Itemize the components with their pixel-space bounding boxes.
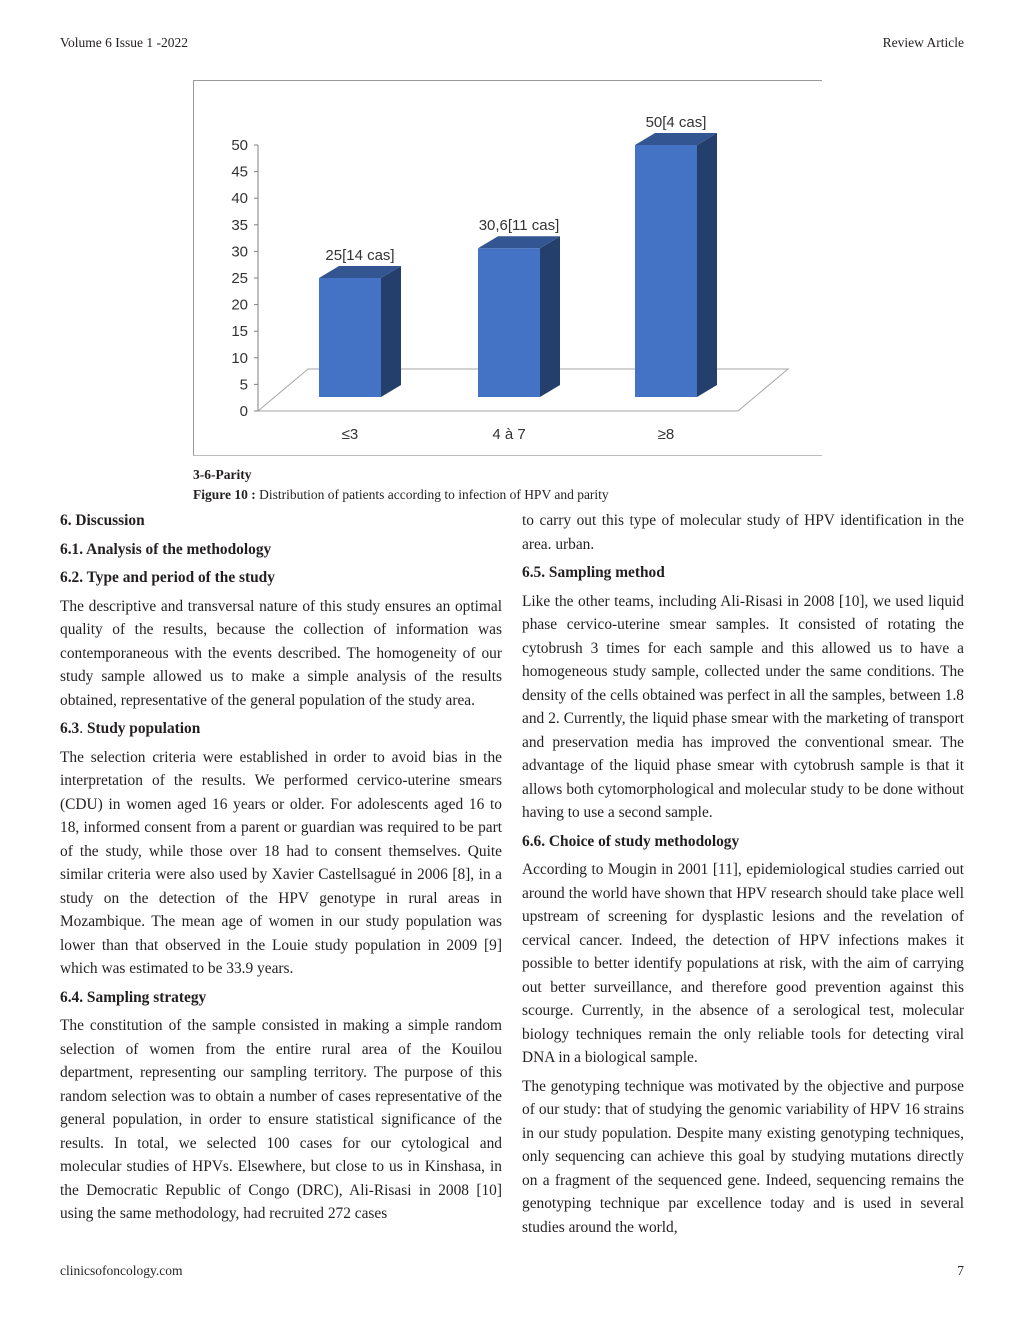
figure-10-chart xyxy=(193,80,822,456)
paragraph-sampling-strategy: The constitution of the sample consisted in making a simple random selection of women from the entire rural area of the Kouilou department, representing our sampling territory. The purpose of this random selection was to obtain a number of cases representative of the general population, in order to ensure statistical significance of the results. In total, we selected 100 cases for our cytological and molecular studies of HPVs. Elsewhere, but close to us in Kinshasa, in the Democratic Republic of Congo (DRC), Ali-Risasi in 2008 [10] using the same methodology, had recruited 272 cases xyxy=(60,1017,502,1222)
figure-sublabel: 3-6-Parity xyxy=(193,467,252,482)
figure-label: Figure 10 : xyxy=(193,487,256,502)
paragraph-continuation: to carry out this type of molecular study of HPV identification in the area. urban. xyxy=(522,512,964,553)
x-tick-label: ≥8 xyxy=(657,426,675,443)
bar-side xyxy=(697,133,717,397)
y-tick-label: 30 xyxy=(231,243,248,261)
heading-study-population xyxy=(60,717,502,741)
heading-sampling-strategy: 6.4. Sampling strategy xyxy=(60,988,207,1006)
heading-analysis-methodology: 6.1. Analysis of the methodology xyxy=(60,540,272,558)
y-tick-label: 25 xyxy=(231,270,248,287)
paragraph-study-population: The selection criteria were established in order to avoid bias in the interpretation of the results. We performed cervico-uterine smears (CDU) in women aged 16 years or older. For adolescents aged 16 to 18, informed consent from a parent or guardian was required to be part of the study, while those over 18 had to consent themselves. Quite similar criteria were also used by Xavier Castellsagué in 2006 [8], in a study on the detection of the HPV genotype in rural areas in Mozambique. The mean age of women in our study population was lower than that observed in the Louie study population in 2009 [9] which was estimated to be 33.9 years. xyxy=(60,748,502,977)
page-number: 7 xyxy=(957,1263,964,1278)
y-tick-label: 5 xyxy=(239,376,248,394)
right-column xyxy=(522,509,964,1244)
y-tick-label: 15 xyxy=(231,323,248,341)
bar xyxy=(478,248,540,397)
heading-type-period: 6.2. Type and period of the study xyxy=(60,569,275,586)
paragraph-genotyping: The genotyping technique was motivated by the objective and purpose of our study: that of studying the genomic variability of HPV 16 strains in our study population. Despite many existing genotyping techniques, only sequencing can achieve this goal by studying mutations directly on a fragment of the sequenced gene. Indeed, sequencing remains the genotyping technique par excellence today and is used in several studies around the world, xyxy=(522,1077,964,1236)
bar xyxy=(319,278,381,397)
heading-study-population-separator: . xyxy=(79,720,87,737)
paragraph-choice-methodology: According to Mougin in 2001 [11], epidemiological studies carried out around the world have shown that HPV research should take place well upstream of screening for dysplastic lesions and the revelation of cervical cancer. Indeed, the detection of HPV infections makes it possible to better identify populations at risk, with the aim of carrying out better surveillance, and therefore good prevention against this scourge. Currently, in the absence of a serological test, molecular biology techniques remain the only reliable tools for detecting viral DNA in a biological sample. xyxy=(522,861,964,1066)
heading-discussion: 6. Discussion xyxy=(60,512,145,529)
journal-volume: Volume 6 Issue 1 -2022 xyxy=(60,35,188,50)
paragraph-sampling-method: Like the other teams, including Ali-Risasi in 2008 [10], we used liquid phase cervico-uterine smear samples. It consisted of rotating the cytobrush 3 times for each sample and this allowed us to have a homogeneous study sample, collected under the same conditions. The density of the cells obtained was perfect in all the samples, between 1.8 and 2. Currently, the liquid phase smear with the marketing of transport and preservation media has improved the conventional smear. The advantage of the liquid phase smear with cytobrush sample is that it allows both cytomorphological and molecular study to be done without having to use a second sample. xyxy=(522,592,964,821)
article-type: Review Article xyxy=(882,35,964,50)
y-tick-label: 0 xyxy=(239,403,248,420)
data-label: 25[14 cas] xyxy=(325,247,395,264)
y-tick-label: 20 xyxy=(231,296,248,314)
y-tick-label: 10 xyxy=(231,349,248,367)
y-tick-label: 40 xyxy=(231,190,248,208)
paragraph-type-period: The descriptive and transversal nature of this study ensures an optimal quality of the results, because the collection of information was contemporaneous with the events described. The homogeneity of our study sample allowed us to make a simple analysis of the results obtained, representative of the general population of the study area. xyxy=(60,597,502,709)
y-tick-label: 35 xyxy=(231,216,248,234)
x-tick-label: 4 à 7 xyxy=(492,426,526,443)
figure-caption xyxy=(193,465,609,505)
y-tick-label: 45 xyxy=(231,163,248,181)
bar-side xyxy=(540,236,560,397)
figure-caption-text: Distribution of patients according to infection of HPV and parity xyxy=(255,487,609,502)
bar-side xyxy=(381,266,401,397)
data-label: 30,6[11 cas] xyxy=(478,217,560,235)
heading-choice-methodology: 6.6. Choice of study methodology xyxy=(522,832,740,850)
data-label: 50[4 cas] xyxy=(645,114,707,131)
bar-chart xyxy=(194,81,823,457)
bar xyxy=(635,145,697,397)
heading-sampling-method: 6.5. Sampling method xyxy=(522,564,665,581)
footer-site: clinicsofoncology.com xyxy=(60,1263,183,1278)
heading-study-population-number: 6.3 xyxy=(60,720,80,737)
heading-study-population-text: Study population xyxy=(86,720,201,737)
y-tick-label: 50 xyxy=(231,137,248,154)
left-column xyxy=(60,509,502,1231)
x-tick-label: ≤3 xyxy=(341,426,359,443)
